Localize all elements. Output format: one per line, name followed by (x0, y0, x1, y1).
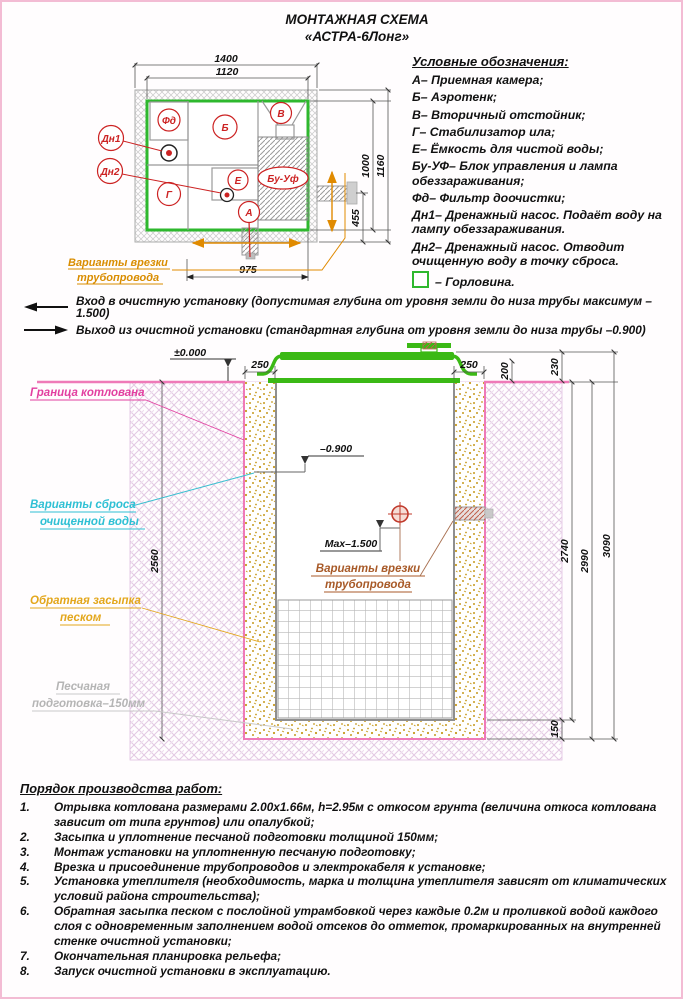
label-bu-uf: Бу-Уф (267, 174, 299, 185)
dim-2560: 2560 (149, 549, 161, 573)
legend-item-g: Г– Стабилизатор ила; (412, 124, 556, 139)
legend-heading: Условные обозначения: (412, 54, 569, 69)
legend-item-e: Е– Ёмкость для чистой воды; (412, 142, 604, 157)
dim-3090: 3090 (601, 534, 613, 558)
wall-pipe-cap (485, 509, 493, 518)
dim-2740: 2740 (559, 539, 571, 563)
label-dn2: Дн2 (100, 167, 120, 178)
dim-2990: 2990 (579, 549, 591, 573)
dim-250-left: 250 (251, 359, 269, 371)
ground-level-mark (170, 347, 236, 381)
discharge-label (30, 499, 145, 529)
label-a: А (245, 208, 253, 219)
dim-150: 150 (549, 720, 561, 738)
sand-cushion (245, 720, 485, 739)
dim-455: 455 (350, 209, 362, 227)
neck-square-icon (412, 271, 429, 288)
page-title (227, 12, 487, 46)
plan-right-pipe-cap (347, 182, 357, 204)
legend (412, 54, 680, 292)
work-procedure (20, 781, 670, 978)
work-item-6: 6. Обратная засыпка песком с послойной утрамбовкой через каждые 0.2м и проливкой водой каждого слоя с одновременным заполнением водой отсеков до отметок, промаркированных на внутренней стенке очистной установки; (20, 904, 661, 948)
sand-backfill-left (245, 382, 275, 720)
label-v: В (277, 109, 285, 120)
legend-item-dn1: Дн1– Дренажный насос. Подаёт воду на лампу обеззараживания. (412, 208, 662, 237)
work-heading: Порядок производства работ: (20, 781, 223, 796)
svg-text:очищенной воды: очищенной воды (40, 516, 139, 528)
work-item-5: 5. Установка утеплителя (необходимость, марка и толщина утеплителя зависят от климатических условий района строительства); (20, 874, 667, 904)
label-fd: Фд (162, 116, 176, 127)
svg-text:Песчаная: Песчаная (56, 681, 110, 693)
legend-item-v: В– Вторичный отстойник; (412, 107, 586, 122)
plan-pipe-label-line1: Варианты врезки (68, 257, 168, 269)
work-item-2: 2. Засыпка и уплотнение песчаной подготовки толщиной 150мм; (20, 829, 439, 844)
wall-pipe-stub-hatch (455, 507, 485, 520)
work-item-3: 3. Монтаж установки на уплотненную песчаную подготовку; (20, 844, 416, 859)
dim-1400: 1400 (214, 53, 238, 65)
dim-1120: 1120 (215, 66, 239, 78)
svg-text:песком: песком (60, 612, 102, 624)
label-b: Б (221, 123, 229, 134)
level-outlet: –0.900 (319, 443, 353, 455)
dim-200: 200 (499, 362, 511, 380)
legend-item-dn2: Дн2– Дренажный насос. Отводит очищенную воду в точку сброса. (412, 239, 625, 268)
inlet-note: Вход в очистную установку (допустимая глубина от уровня земли до низа трубы максимум –1.500) (24, 295, 674, 320)
title-line2: «АСТРА-6Лонг» (304, 28, 410, 44)
legend-item-b: Б– Аэротенк; (412, 90, 498, 105)
inlet-arrow-icon (24, 301, 68, 313)
level-inlet-max: Max–1.500 (324, 538, 378, 550)
tank-grid-zone (278, 600, 452, 718)
sand-backfill-right (454, 382, 485, 720)
svg-text:Граница котлована: Граница котлована (30, 387, 145, 399)
vent-filter (423, 342, 436, 349)
tank-lid (257, 342, 477, 383)
work-item-1: 1. Отрывка котлована размерами 2.00х1.66м, h=2.95м с откосом грунта (величина откоса котлована зависит от типа грунтов) или опалубкой; (20, 800, 657, 829)
pipe-entry-line1: Варианты врезки (315, 563, 421, 575)
cross-section-diagram (24, 335, 664, 781)
svg-text:Варианты сброса: Варианты сброса (30, 499, 136, 511)
work-item-4: 4. Врезка и присоединение трубопроводов и электрокабеля к установке; (20, 859, 486, 874)
legend-item-a: А– Приемная камера; (412, 73, 544, 88)
plan-view-diagram (60, 50, 402, 290)
dim-1000: 1000 (360, 154, 372, 178)
plan-pipe-label-line2: трубопровода (77, 272, 160, 284)
label-e: Е (234, 176, 242, 187)
outlet-note: Выход из очистной установки (стандартная глубина от уровня земли до низа трубы –0.900) (24, 324, 674, 336)
work-item-7: 7. Окончательная планировка рельефа; (20, 948, 282, 963)
legend-item-neck: – Горловина. (412, 271, 680, 289)
legend-item-fd: Фд– Фильтр доочистки; (412, 190, 566, 205)
dim-975: 975 (239, 264, 257, 276)
svg-text:Обратная засыпка: Обратная засыпка (30, 595, 141, 607)
label-g: Г (165, 190, 173, 201)
label-dn1: Дн1 (101, 134, 121, 145)
title-line1: МОНТАЖНАЯ СХЕМА (285, 12, 429, 27)
level-ground: ±0.000 (174, 347, 207, 359)
dim-250-right: 250 (460, 359, 478, 371)
legend-item-bu-uf: Бу-УФ– Блок управления и лампа обеззараживания; (412, 159, 618, 188)
pipe-entry-line2: трубопровода (325, 579, 411, 591)
flow-notes (24, 295, 674, 340)
work-item-8: 8. Запуск очистной установки в эксплуатацию. (20, 963, 331, 978)
dim-1160: 1160 (375, 154, 387, 178)
svg-text:подготовка–150мм: подготовка–150мм (32, 698, 146, 710)
dim-230: 230 (549, 358, 561, 376)
